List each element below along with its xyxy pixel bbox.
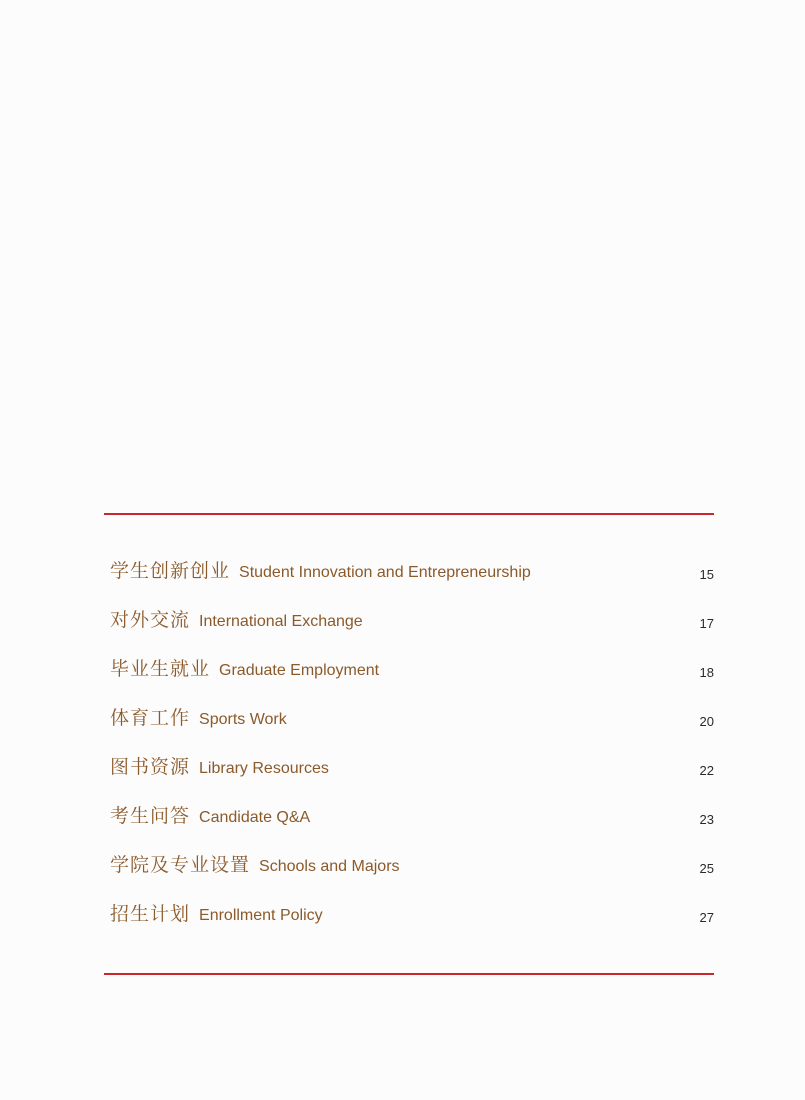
bottom-divider — [104, 973, 714, 975]
toc-item-page-number: 18 — [699, 665, 714, 680]
toc-item-title-en: International Exchange — [199, 613, 363, 630]
toc-item[interactable] — [110, 899, 714, 948]
toc-item-title-en: Schools and Majors — [259, 858, 400, 875]
toc-item[interactable] — [110, 556, 714, 605]
toc-item-title-en: Candidate Q&A — [199, 809, 311, 826]
toc-item-title-zh: 对外交流 — [110, 609, 191, 631]
toc-item-title-en: Sports Work — [199, 711, 287, 728]
toc-item-page-number: 23 — [699, 812, 714, 827]
table-of-contents — [110, 556, 714, 948]
toc-item-title-zh: 招生计划 — [110, 903, 191, 925]
top-divider — [104, 513, 714, 515]
toc-item-page-number: 20 — [699, 714, 714, 729]
toc-item-title-zh: 考生问答 — [110, 805, 191, 827]
toc-item-title-zh: 学院及专业设置 — [110, 854, 251, 876]
toc-item[interactable] — [110, 703, 714, 752]
toc-item-title-en: Graduate Employment — [219, 662, 380, 679]
toc-item-page-number: 17 — [699, 616, 714, 631]
toc-item[interactable] — [110, 654, 714, 703]
toc-item-title-en: Library Resources — [199, 760, 329, 777]
toc-item-page-number: 22 — [699, 763, 714, 778]
toc-item-title-zh: 体育工作 — [110, 707, 191, 729]
toc-item-title-zh: 图书资源 — [110, 756, 191, 778]
toc-item-title-zh: 毕业生就业 — [110, 658, 211, 680]
toc-item-page-number: 15 — [699, 567, 714, 582]
toc-item[interactable] — [110, 801, 714, 850]
toc-item-title-en: Enrollment Policy — [199, 907, 323, 924]
toc-item-page-number: 25 — [699, 861, 714, 876]
toc-item-page-number: 27 — [699, 910, 714, 925]
toc-item-title-en: Student Innovation and Entrepreneurship — [239, 564, 531, 581]
toc-item-title-zh: 学生创新创业 — [110, 560, 231, 582]
toc-item[interactable] — [110, 752, 714, 801]
toc-item[interactable] — [110, 850, 714, 899]
toc-item[interactable] — [110, 605, 714, 654]
